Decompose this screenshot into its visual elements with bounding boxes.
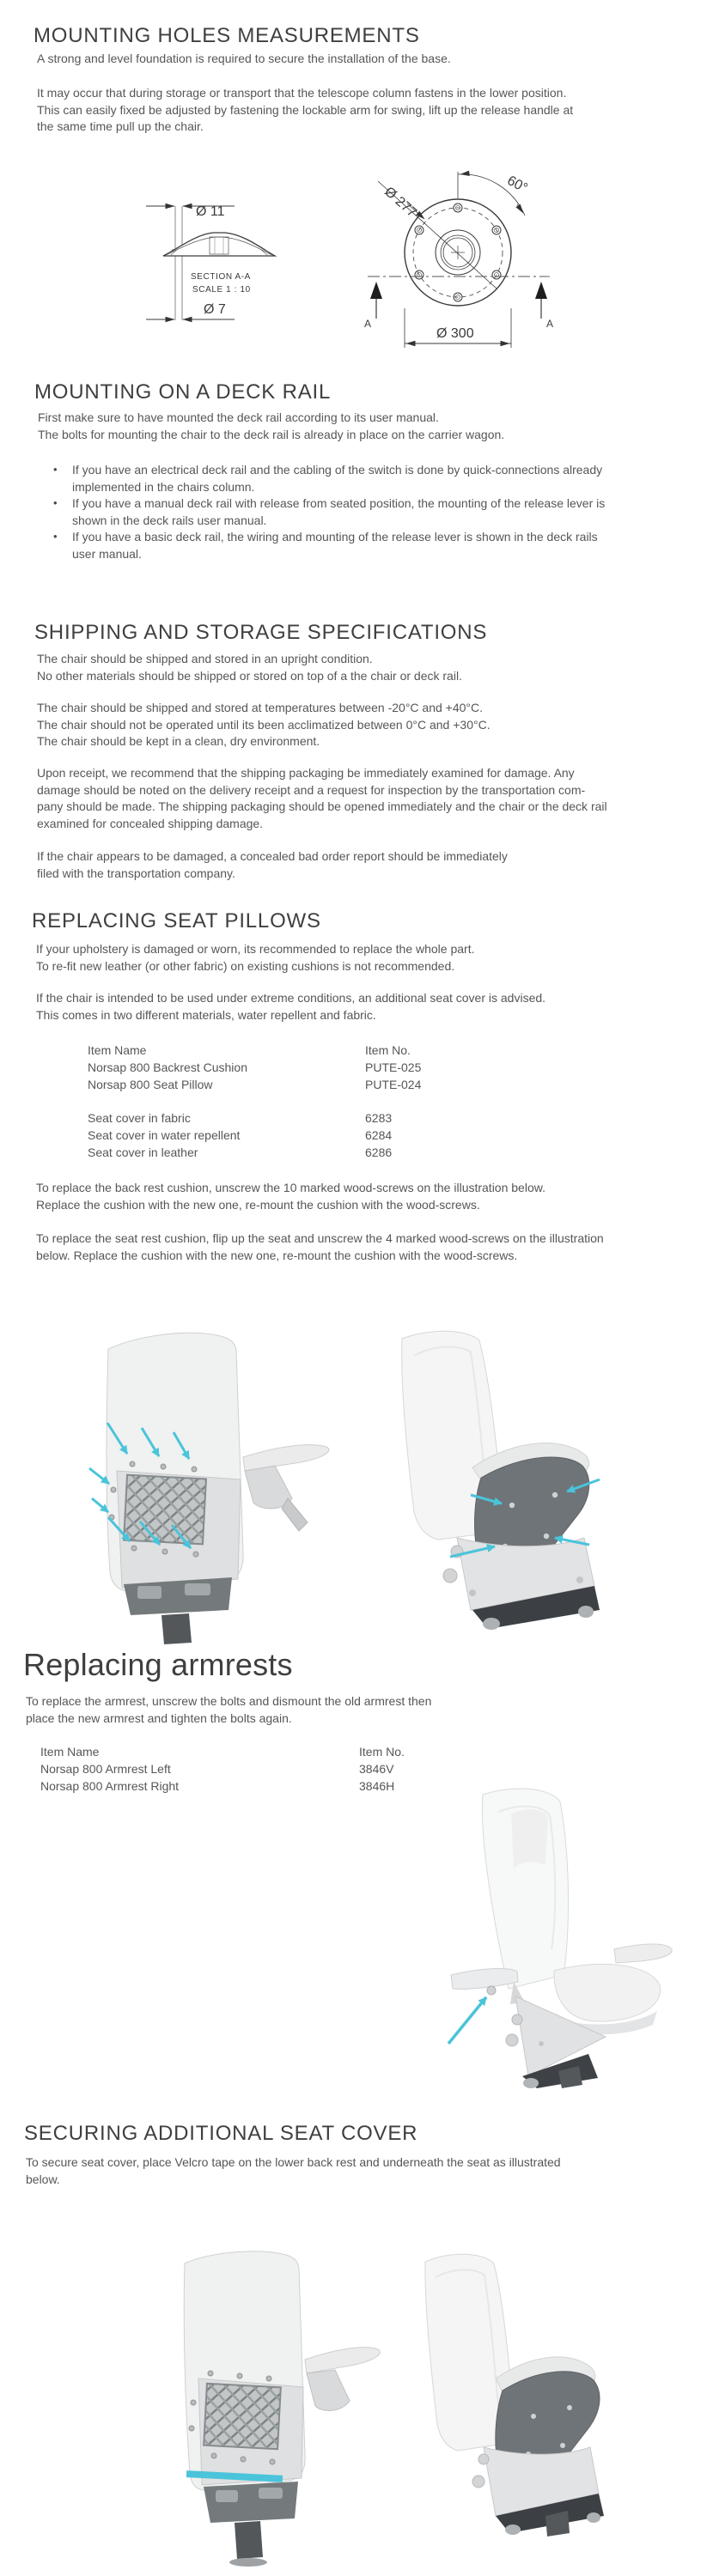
table-header-row — [40, 1744, 405, 1761]
section-title-shipping: SHIPPING AND STORAGE SPECIFICATIONS — [34, 621, 488, 644]
pillows-para4: To replace the seat rest cushion, flip up the seat and unscrew the 4 marked wood-screws on the illustration below. Replace the cushion with the new one, re-mount the cushion with the wood-screws. — [36, 1231, 604, 1262]
armrest-right — [305, 2348, 380, 2373]
backrest-mesh-panel — [204, 2384, 281, 2449]
deck-rail-bullet-2: • If you have a manual deck rail with release from seated position, the mounting of the release lever is shown in the deck rails user manual. — [53, 496, 606, 527]
table-row: Norsap 800 Armrest Left 3846V — [40, 1761, 394, 1776]
deck-rail-bullet-3: • If you have a basic deck rail, the wiring and mounting of the release lever is shown in the deck rails user manual. — [53, 530, 598, 561]
table-row: Norsap 800 Backrest Cushion PUTE-025 — [88, 1060, 422, 1074]
seat-cover-para1: To secure seat cover, place Velcro tape on the lower back rest and underneath the seat as illustrated below. — [26, 2155, 561, 2186]
pillows-item-table — [88, 1042, 422, 1162]
seat-mechanism — [204, 2482, 298, 2523]
armrest-far — [614, 1944, 672, 1963]
dim-label-60deg: 60° — [504, 173, 530, 197]
shipping-para4: If the chair appears to be damaged, a concealed bad order report should be immediately filed with the transportation company. — [37, 849, 508, 880]
flange-top-view-drawing — [364, 172, 553, 348]
deck-rail-intro: First make sure to have mounted the deck rail according to its user manual. The bolts for mounting the chair to the deck rail is already in place on the carrier wagon. — [38, 410, 505, 441]
armrest-replacement-illustration — [438, 1786, 687, 2091]
chair-back-view-velcro — [184, 2251, 380, 2567]
table-header-row — [88, 1042, 411, 1060]
shipping-para2: The chair should be shipped and stored at temperatures between -20°C and +40°C. The chair should not be operated until its been acclimatized between 0°C and +30°C. The chair should be kept in a clean, dry environment. — [37, 701, 491, 748]
deck-rail-bullet-list — [53, 462, 673, 562]
velcro-tape-illustration — [159, 2248, 614, 2574]
pillows-para2: If the chair is intended to be used under extreme conditions, an additional seat cover is advised. This comes in two different materials, water repellent and fabric. — [36, 991, 546, 1022]
table-row: Seat cover in leather 6286 — [88, 1145, 393, 1159]
backrest-mesh-panel — [124, 1475, 206, 1545]
section-aa-label: SECTION A-A — [191, 272, 251, 282]
armrests-item-table — [40, 1744, 405, 1795]
chair-side-view — [448, 1789, 672, 2088]
bullet-dot-icon: • — [53, 530, 58, 543]
bullet-dot-icon: • — [53, 463, 58, 476]
chair-back-view — [89, 1333, 329, 1644]
table-row: Seat cover in water repellent 6284 — [88, 1128, 393, 1143]
chair-flipped-seat-velcro — [425, 2254, 604, 2537]
mounting-holes-para1: A strong and level foundation is required to secure the installation of the base. — [37, 52, 451, 65]
chair-flipped-seat-view — [402, 1331, 600, 1630]
section-title-seat-cover: SECURING ADDITIONAL SEAT COVER — [24, 2122, 418, 2145]
shipping-para1: The chair should be shipped and stored in an upright condition. No other materials should be shipped or stored on top of a the chair or deck rail. — [37, 652, 462, 683]
bolt-pointer-arrow — [448, 1997, 486, 2044]
bullet-dot-icon: • — [53, 496, 58, 509]
scale-label: SCALE 1 : 10 — [192, 285, 251, 295]
shipping-para3: Upon receipt, we recommend that the shipping packaging be immediately examined for damage. Any damage should be noted on the delivery receipt and a request for inspection by the transportation com- pany should be made. The shipping packaging should be opened immediately and the chair or the deck rail examined for concealed shipping damage. — [37, 766, 607, 830]
mounting-holes-technical-drawing — [0, 167, 713, 416]
deck-rail-bullet-1: • If you have an electrical deck rail and the cabling of the switch is done by quick-connections already implemented in the chairs column. — [53, 463, 603, 494]
table-row: Norsap 800 Armrest Right 3846H — [40, 1778, 395, 1793]
seat-cushion — [554, 1964, 661, 2021]
dim-label-dia300: Ø 300 — [436, 326, 474, 341]
dim-label-dia277: Ø 277 — [381, 184, 419, 221]
section-title-armrests: Replacing armrests — [23, 1647, 293, 1682]
section-title-deck-rail: MOUNTING ON A DECK RAIL — [34, 380, 332, 404]
armrests-para1: To replace the armrest, unscrew the bolts and dismount the old armrest then place the new armrest and tighten the bolts again. — [26, 1694, 432, 1725]
section-title-mounting-holes: MOUNTING HOLES MEASUREMENTS — [34, 24, 420, 47]
dim-label-dia7: Ø 7 — [204, 302, 226, 317]
table-row: Norsap 800 Seat Pillow PUTE-024 — [88, 1077, 422, 1091]
chair-column — [161, 1613, 192, 1644]
chair-column — [235, 2521, 263, 2559]
table-row: Seat cover in fabric 6283 — [88, 1111, 393, 1126]
pillows-para3: To replace the back rest cushion, unscrew the 10 marked wood-screws on the illustration below. Replace the cushion with the new one, re-mount the cushion with the wood-screws. — [36, 1181, 545, 1212]
armrest-right — [243, 1445, 329, 1471]
section-title-pillows: REPLACING SEAT PILLOWS — [32, 909, 321, 933]
col-item-name: Item Name — [88, 1043, 147, 1057]
seat-pillow-replacement-illustration — [69, 1327, 679, 1646]
armrest-bolt — [487, 1986, 496, 1995]
dim-label-dia11: Ø 11 — [196, 204, 225, 219]
section-marker-a-left: A — [364, 318, 372, 330]
section-marker-a-right: A — [546, 318, 554, 330]
col-item-no: Item No. — [365, 1043, 411, 1057]
pillows-para1: If your upholstery is damaged or worn, its recommended to replace the whole part. To re-fit new leather (or other fabric) on existing cushions is not recommended. — [36, 942, 475, 973]
col-item-no: Item No. — [359, 1745, 405, 1759]
mounting-holes-para2: It may occur that during storage or transport that the telescope column fastens in the lower position. This can easily fixed be adjusted by fastening the lockable arm for swing, lift up the release handle at the same time pull up the chair. — [37, 86, 574, 133]
col-item-name: Item Name — [40, 1745, 100, 1759]
section-view-drawing — [146, 204, 275, 320]
